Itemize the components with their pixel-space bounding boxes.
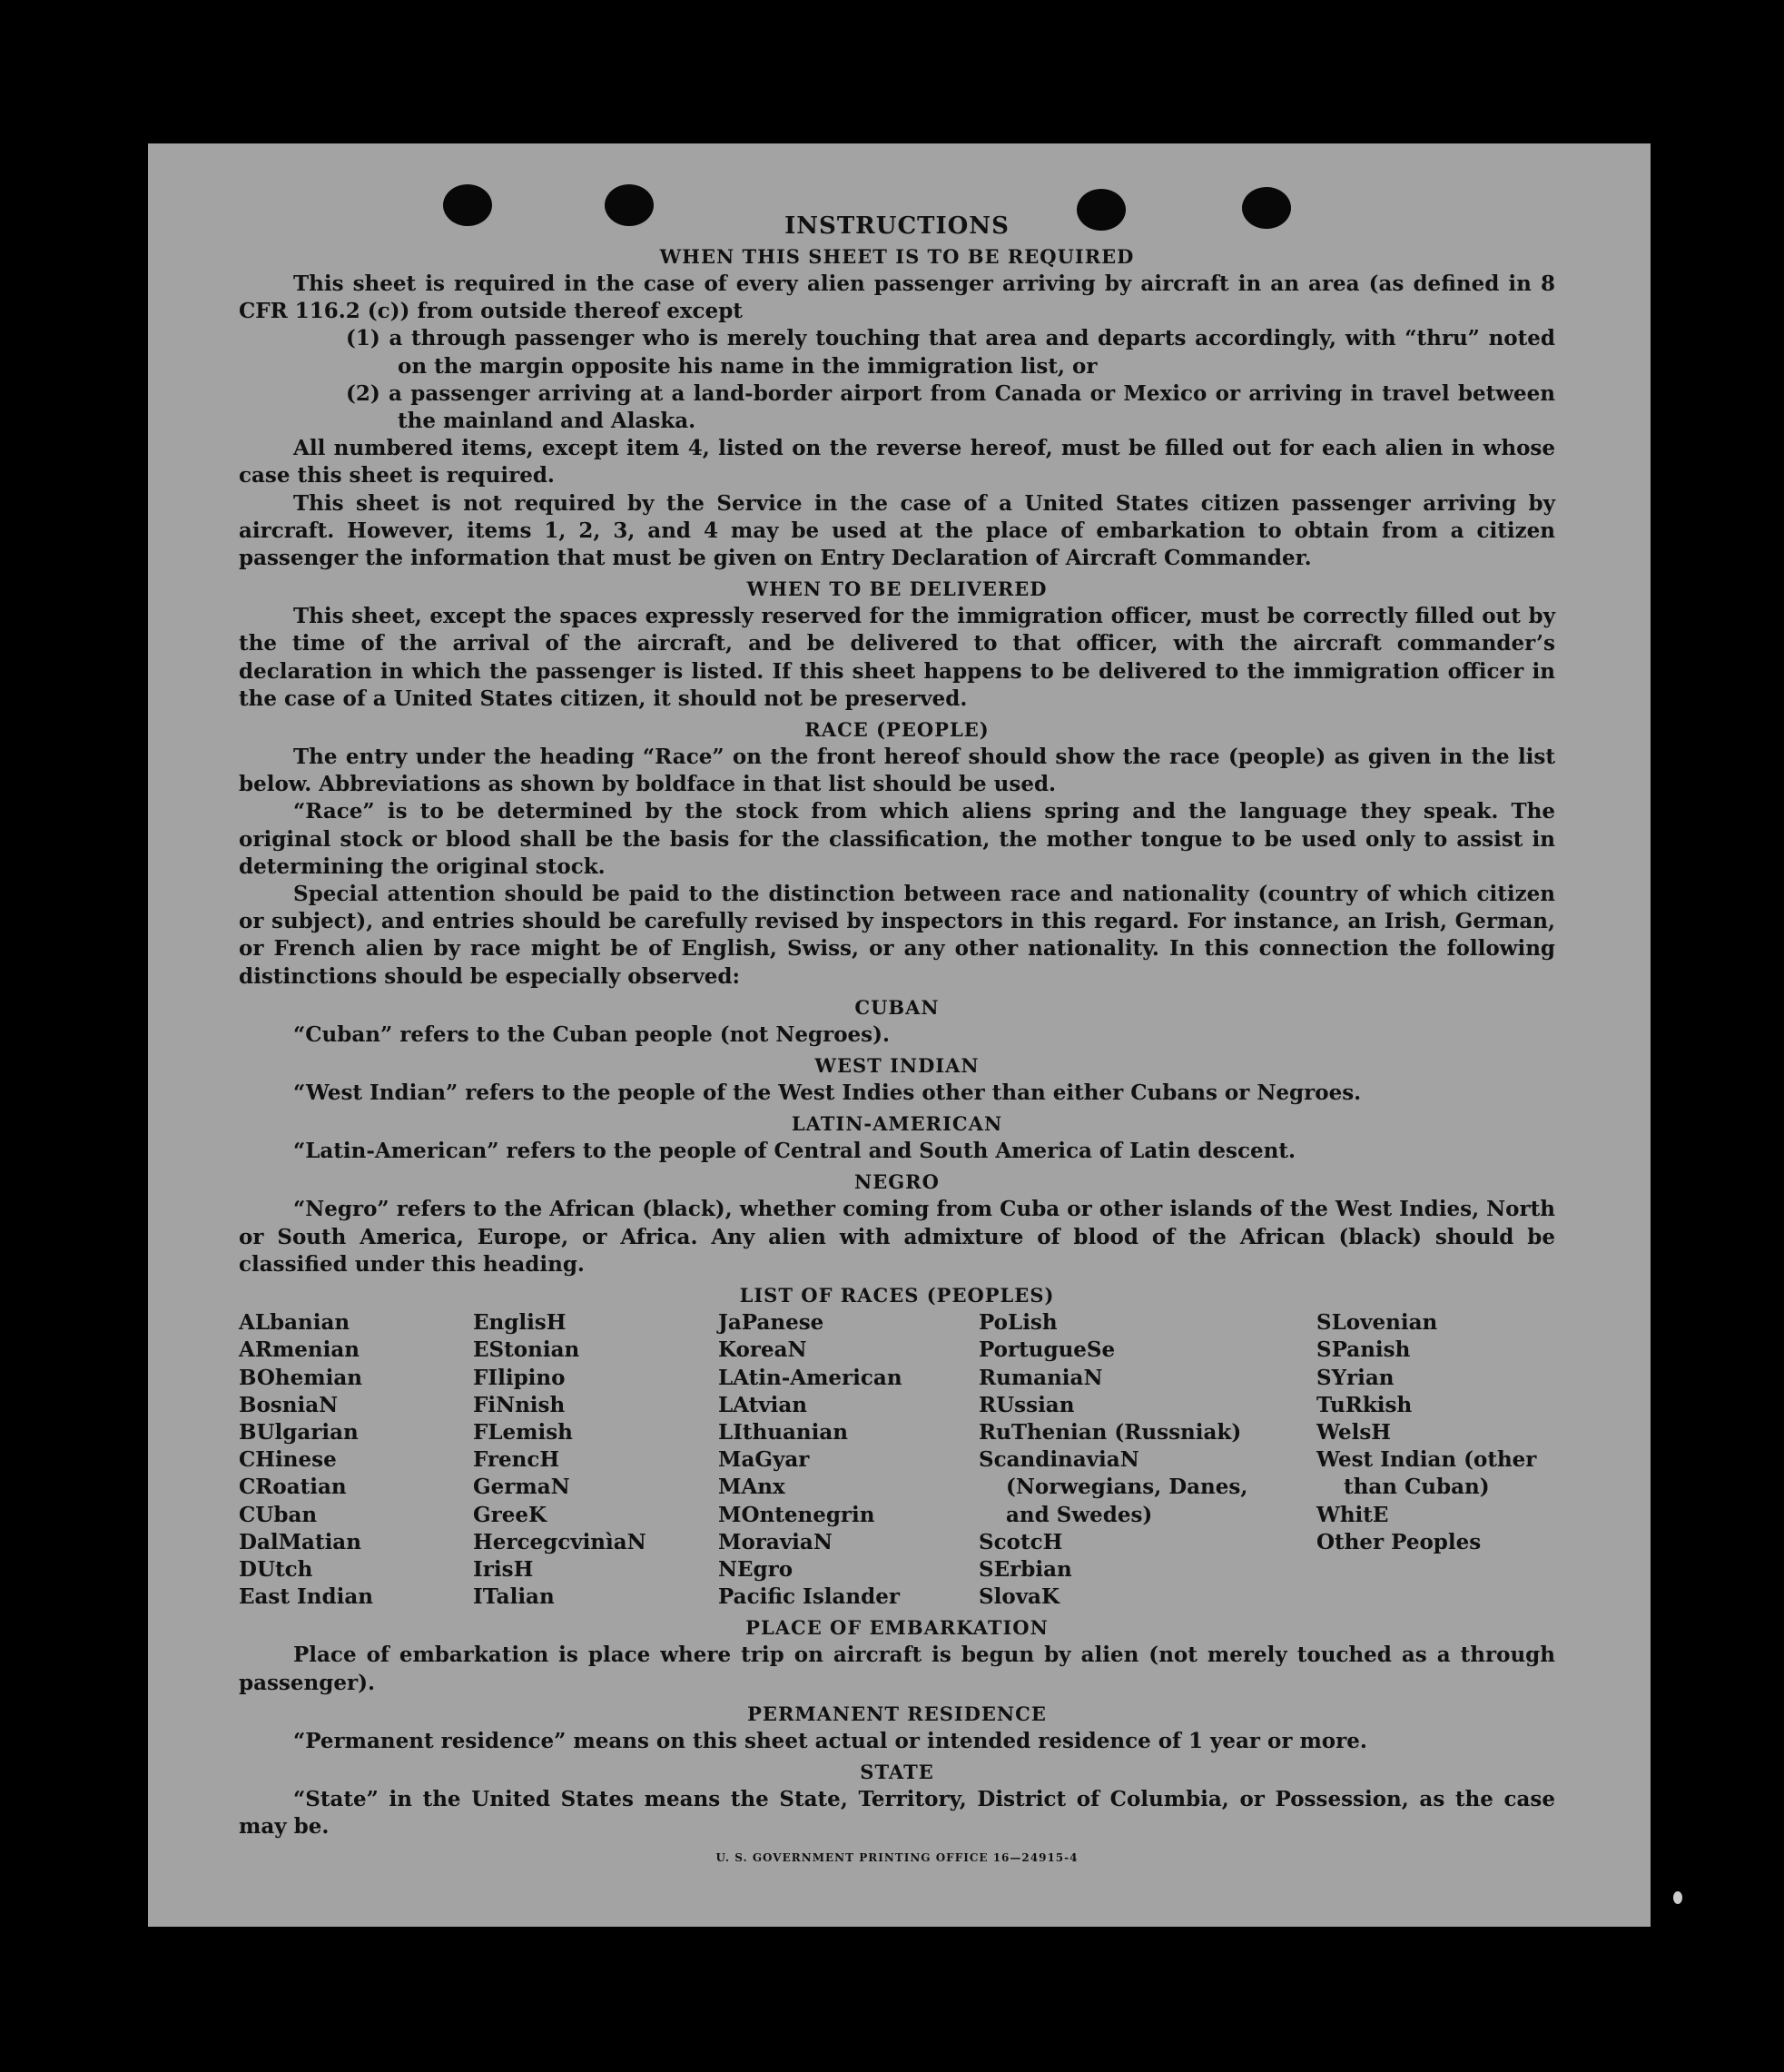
race-item: ARmenian: [239, 1337, 360, 1363]
west-indian-paragraph: “West Indian” refers to the people of the West Indies other than either Cubans or Negroes.: [293, 1080, 1362, 1106]
race-item: SPanish: [1316, 1337, 1411, 1363]
embarkation-paragraph: Place of embarkation is place where trip on aircraft is begun by alien (not merely touched as a through passenger).: [239, 1643, 1555, 1695]
race-item: Pacific Islander: [718, 1584, 900, 1610]
race-column-5: [1316, 1309, 1555, 1611]
heading-latin-american: LATIN-AMERICAN: [791, 1112, 1003, 1136]
race-item: TuRkish: [1316, 1392, 1413, 1417]
race-column-2: [473, 1309, 718, 1611]
race-item: WhitE: [1316, 1502, 1389, 1527]
race-item: LAtvian: [718, 1392, 807, 1417]
race-item: RUssian: [979, 1392, 1075, 1417]
paper-speck: [1673, 1891, 1682, 1904]
heading-residence: PERMANENT RESIDENCE: [747, 1702, 1047, 1725]
race-item: FiNnish: [473, 1392, 566, 1417]
delivered-paragraph: This sheet, except the spaces expressly reserved for the immigration officer, must be correctly filled out by the time of the arrival of the aircraft, and be delivered to that officer, with the aircraft commander’s declaration in which the passenger is listed. If this sheet happens to be delivered to the immigration officer in the case of a United States citizen, it should not be preserved.: [239, 604, 1555, 711]
race-item: MOntenegrin: [718, 1502, 875, 1527]
page-title: INSTRUCTIONS: [784, 212, 1010, 240]
race-item: BUlgarian: [239, 1419, 359, 1445]
race-item: SLovenian: [1316, 1310, 1438, 1336]
instructions-content: [239, 212, 1555, 1864]
race-item: SErbian: [979, 1556, 1072, 1582]
document-sheet: [148, 143, 1651, 1927]
race-item: PoLish: [979, 1310, 1058, 1336]
race-item: RuThenian (Russniak): [979, 1419, 1242, 1445]
residence-paragraph: “Permanent residence” means on this sheet actual or intended residence of 1 year or more.: [293, 1728, 1367, 1753]
required-paragraph-2: All numbered items, except item 4, listed on the reverse hereof, must be filled out for each alien in whose case this sheet is required.: [239, 436, 1555, 488]
required-paragraph-3: This sheet is not required by the Service in the case of a United States citizen passenger arriving by aircraft. However, items 1, 2, 3, and 4 may be used at the place of embarkation to obtain from a citizen passenger the information that must be given on Entry Declaration of Aircraft Commander.: [239, 490, 1555, 571]
race-paragraph-2: “Race” is to be determined by the stock from which aliens spring and the language they speak. The original stock or blood shall be the basis for the classification, the mother tongue to be used only to assist in determining the original stock.: [239, 799, 1555, 879]
race-item: MAnx: [718, 1475, 785, 1500]
race-item: PortugueSe: [979, 1337, 1116, 1363]
race-item: FIlipino: [473, 1365, 566, 1390]
heading-west-indian: WEST INDIAN: [814, 1054, 980, 1078]
race-item: JaPanese: [718, 1310, 824, 1336]
heading-race: RACE (PEOPLE): [804, 718, 990, 742]
race-item: DalMatian: [239, 1529, 361, 1554]
race-item: DUtch: [239, 1556, 313, 1582]
race-item: ALbanian: [239, 1310, 350, 1336]
required-item-1: (1) a through passenger who is merely touching that area and departs accordingly, with “thru” noted on the margin opposite his name in the immigration list, or: [346, 326, 1555, 379]
heading-delivered: WHEN TO BE DELIVERED: [746, 577, 1048, 601]
race-item: ITalian: [473, 1584, 555, 1610]
race-item: West Indian (other than Cuban): [1316, 1447, 1537, 1500]
latin-american-paragraph: “Latin-American” refers to the people of Central and South America of Latin descent.: [293, 1139, 1296, 1164]
race-item: KoreaN: [718, 1337, 807, 1363]
race-item: WelsH: [1316, 1419, 1392, 1445]
race-paragraph-1: The entry under the heading “Race” on the front hereof should show the race (people) as given in the list below. Abbreviations as shown by boldface in that list should be used.: [239, 745, 1555, 797]
heading-required: WHEN THIS SHEET IS TO BE REQUIRED: [659, 245, 1135, 268]
race-item: MoraviaN: [718, 1529, 833, 1554]
printing-office-footer: U. S. GOVERNMENT PRINTING OFFICE 16—24915-4: [715, 1851, 1079, 1865]
negro-paragraph: “Negro” refers to the African (black), whether coming from Cuba or other islands of the West Indies, North or South America, Europe, or Africa. Any alien with admixture of blood of the African (black) should be classified under this heading.: [239, 1197, 1555, 1277]
race-item: CRoatian: [239, 1475, 347, 1500]
race-item: FLemish: [473, 1419, 573, 1445]
heading-negro: NEGRO: [854, 1170, 940, 1194]
race-item: BosniaN: [239, 1392, 339, 1417]
race-item: IrisH: [473, 1556, 534, 1582]
race-item: GreeK: [473, 1502, 547, 1527]
race-item: CHinese: [239, 1447, 337, 1473]
race-item: GermaN: [473, 1475, 570, 1500]
race-item: ScotcH: [979, 1529, 1063, 1554]
heading-list-of-races: LIST OF RACES (PEOPLES): [739, 1284, 1055, 1307]
race-column-3: [718, 1309, 979, 1611]
heading-cuban: CUBAN: [854, 995, 940, 1019]
race-column-4: [979, 1309, 1316, 1611]
heading-state: STATE: [860, 1760, 934, 1783]
race-item: EStonian: [473, 1337, 580, 1363]
race-item: SYrian: [1316, 1365, 1395, 1390]
race-item: Other Peoples: [1316, 1529, 1482, 1554]
race-item: ScandinaviaN (Norwegians, Danes, and Swedes): [979, 1447, 1248, 1527]
cuban-paragraph: “Cuban” refers to the Cuban people (not Negroes).: [293, 1021, 891, 1047]
race-item: RumaniaN: [979, 1365, 1103, 1390]
heading-embarkation: PLACE OF EMBARKATION: [745, 1616, 1049, 1640]
race-item: LIthuanian: [718, 1419, 848, 1445]
race-item: CUban: [239, 1502, 318, 1527]
race-paragraph-3: Special attention should be paid to the distinction between race and nationality (country of which citizen or subject), and entries should be carefully revised by inspectors in this regard. For instance, an Irish, German, or French alien by race might be of English, Swiss, or any other nationality. In this connection the following distinctions should be especially observed:: [239, 882, 1555, 989]
required-item-2: (2) a passenger arriving at a land-border airport from Canada or Mexico or arriving in travel between the mainland and Alaska.: [346, 380, 1555, 434]
race-item: HercegcvinìaN: [473, 1529, 646, 1554]
race-list: [239, 1309, 1555, 1611]
race-item: SlovaK: [979, 1584, 1060, 1610]
required-intro: This sheet is required in the case of every alien passenger arriving by aircraft in an area (as defined in 8 CFR 116.2 (c)) from outside thereof except: [239, 271, 1555, 324]
race-item: BOhemian: [239, 1365, 362, 1390]
race-item: NEgro: [718, 1556, 793, 1582]
state-paragraph: “State” in the United States means the State, Territory, District of Columbia, or Possession, as the case may be.: [239, 1786, 1555, 1840]
race-item: EnglisH: [473, 1310, 567, 1336]
race-item: MaGyar: [718, 1447, 810, 1473]
race-item: FrencH: [473, 1447, 560, 1473]
race-item: LAtin-American: [718, 1365, 902, 1390]
race-column-1: [239, 1309, 473, 1611]
race-item: East Indian: [239, 1584, 373, 1610]
